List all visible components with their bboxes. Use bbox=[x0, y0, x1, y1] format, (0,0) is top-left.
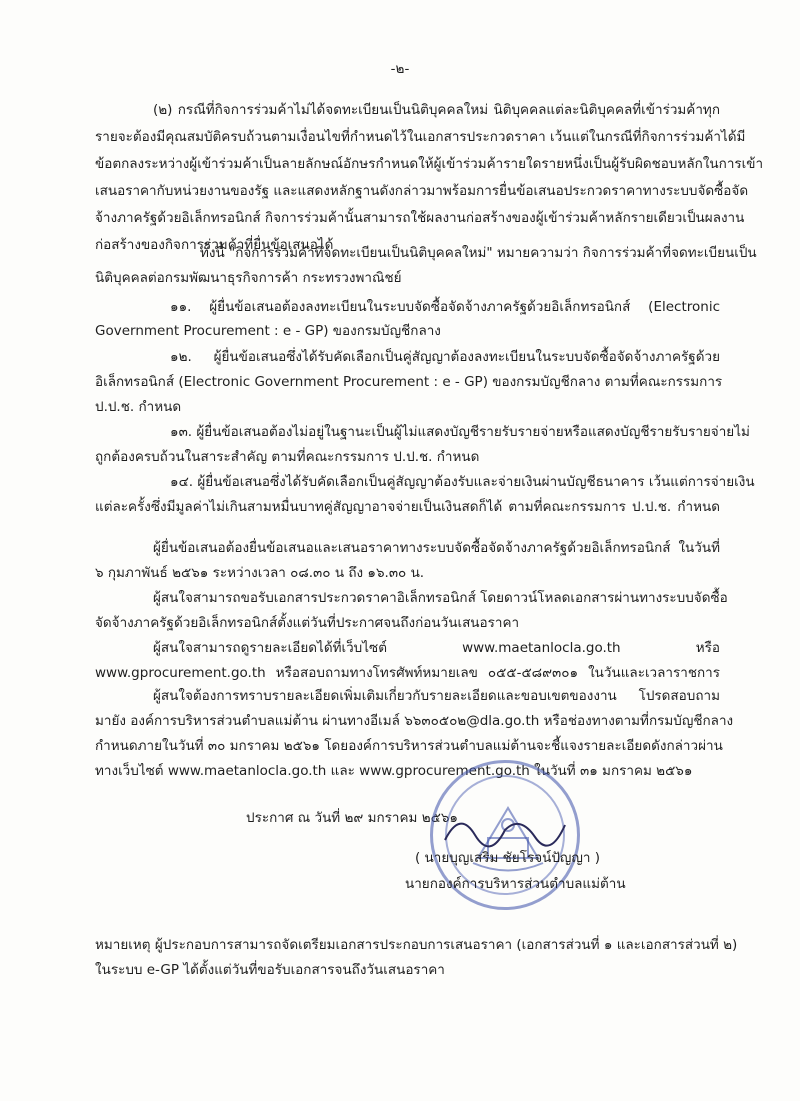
body-line: ข้อตกลงระหว่างผู้เข้าร่วมค้าเป็นลายลักษณ์อักษรกำหนดให้ผู้เข้าร่วมค้ารายใดรายหนึ่งเป็นผู้รับผิดชอบหลักในการเข้า bbox=[95, 156, 764, 172]
body-line: ป.ป.ช. กำหนด bbox=[95, 399, 182, 415]
body-line: กำหนดภายในวันที่ ๓๐ มกราคม ๒๕๖๑ โดยองค์การบริหารส่วนตำบลแม่ต้านจะชี้แจงรายละเอียดดังกล่าวผ่าน bbox=[95, 738, 723, 754]
announce-date: ประกาศ ณ วันที่ ๒๙ มกราคม ๒๕๖๑ bbox=[246, 810, 458, 826]
body-line: แต่ละครั้งซึ่งมีมูลค่าไม่เกินสามหมื่นบาทคู่สัญญาอาจจ่ายเป็นเงินสดก็ได้ ตามที่คณะกรรมการ ป.ป.ช. กำหนด bbox=[95, 499, 720, 515]
clause-13: ๑๓. ผู้ยื่นข้อเสนอต้องไม่อยู่ในฐานะเป็นผู้ไม่แสดงบัญชีรายรับรายจ่ายหรือแสดงบัญชีรายรับรายจ่ายไม่ bbox=[170, 424, 750, 440]
clause-14: ๑๔. ผู้ยื่นข้อเสนอซึ่งได้รับคัดเลือกเป็นคู่สัญญาต้องรับและจ่ายเงินผ่านบัญชีธนาคาร เว้นแต่การจ่ายเงิน bbox=[170, 474, 755, 490]
body-line: Government Procurement : e - GP) ของกรมบัญชีกลาง bbox=[95, 323, 441, 339]
email-line: มายัง องค์การบริหารส่วนตำบลแม่ต้าน ผ่านทางอีเมล์ ๖๖๓๐๕๐๒@dla.go.th หรือช่องทางตามที่กรมบัญชีกลาง bbox=[95, 713, 734, 729]
body-line: ก่อสร้างของกิจการร่วมค้าที่ยื่นข้อเสนอได้ bbox=[95, 237, 334, 253]
note-line: ในระบบ e-GP ได้ตั้งแต่วันที่ขอรับเอกสารจนถึงวันเสนอราคา bbox=[95, 962, 445, 978]
phone-line: www.gprocurement.go.th หรือสอบถามทางโทรศัพท์หมายเลข ๐๕๕-๕๘๙๓๐๑ ในวันและเวลาราชการ bbox=[95, 665, 720, 681]
clause-12: ๑๒. ผู้ยื่นข้อเสนอซึ่งได้รับคัดเลือกเป็นคู่สัญญาต้องลงทะเบียนในระบบจัดซื้อจัดจ้างภาครัฐด้วย bbox=[170, 349, 720, 365]
signer-position: นายกองค์การบริหารส่วนตำบลแม่ต้าน bbox=[405, 876, 626, 892]
body-line: รายจะต้องมีคุณสมบัติครบถ้วนตามเงื่อนไขที่กำหนดไว้ในเอกสารประกวดราคา เว้นแต่ในกรณีที่กิจการร่วมค้าได้มี bbox=[95, 129, 746, 145]
note-line: หมายเหตุ ผู้ประกอบการสามารถจัดเตรียมเอกสารประกอบการเสนอราคา (เอกสารส่วนที่ ๑ และเอกสารส่วนที่ ๒) bbox=[95, 937, 738, 953]
body-line: ผู้สนใจต้องการทราบรายละเอียดเพิ่มเติมเกี่ยวกับรายละเอียดและขอบเขตของงาน โปรดสอบถาม bbox=[153, 688, 720, 704]
body-line: ทั้งนี้ "กิจการร่วมค้าที่จดทะเบียนเป็นนิติบุคคลใหม่" หมายความว่า กิจการร่วมค้าที่จดทะเบียนเป็น bbox=[200, 245, 757, 261]
body-line: ผู้สนใจสามารถขอรับเอกสารประกวดราคาอิเล็กทรอนิกส์ โดยดาวน์โหลดเอกสารผ่านทางระบบจัดซื้อ bbox=[153, 590, 728, 606]
body-line: จัดจ้างภาครัฐด้วยอิเล็กทรอนิกส์ตั้งแต่วันที่ประกาศจนถึงก่อนวันเสนอราคา bbox=[95, 615, 520, 631]
page-number: -๒- bbox=[390, 61, 410, 77]
website-line: ผู้สนใจสามารถดูรายละเอียดได้ที่เว็บไซต์ www.maetanlocla.go.th หรือ bbox=[153, 640, 720, 656]
body-line: จ้างภาครัฐด้วยอิเล็กทรอนิกส์ กิจการร่วมค้านั้นสามารถใช้ผลงานก่อสร้างของผู้เข้าร่วมค้าหลักรายเดียวเป็นผลงาน bbox=[95, 210, 745, 226]
body-line: ถูกต้องครบถ้วนในสาระสำคัญ ตามที่คณะกรรมการ ป.ป.ช. กำหนด bbox=[95, 449, 480, 465]
body-line: เสนอราคากับหน่วยงานของรัฐ และแสดงหลักฐานดังกล่าวมาพร้อมการยื่นข้อเสนอประกวดราคาทางระบบจัดซื้อจัด bbox=[95, 183, 749, 199]
body-line: อิเล็กทรอนิกส์ (Electronic Government Procurement : e - GP) ของกรมบัญชีกลาง ตามที่คณะกรรมการ bbox=[95, 374, 723, 390]
body-line: ทางเว็บไซต์ www.maetanlocla.go.th และ www.gprocurement.go.th ในวันที่ ๓๑ มกราคม ๒๕๖๑ bbox=[95, 763, 693, 779]
submission-date: ๖ กุมภาพันธ์ ๒๕๖๑ ระหว่างเวลา ๐๘.๓๐ น ถึง ๑๖.๓๐ น. bbox=[95, 565, 425, 581]
signer-name: ( นายบุญเสริม ชัยโรจน์ปัญญา ) bbox=[415, 850, 601, 866]
clause-11: ๑๑. ผู้ยื่นข้อเสนอต้องลงทะเบียนในระบบจัดซื้อจัดจ้างภาครัฐด้วยอิเล็กทรอนิกส์ (Electronic bbox=[170, 299, 720, 315]
body-line: นิติบุคคลต่อกรมพัฒนาธุรกิจการค้า กระทรวงพาณิชย์ bbox=[95, 270, 402, 286]
submission-line: ผู้ยื่นข้อเสนอต้องยื่นข้อเสนอและเสนอราคาทางระบบจัดซื้อจัดจ้างภาครัฐด้วยอิเล็กทรอนิกส์ ในวันที่ bbox=[153, 540, 720, 556]
body-line: (๒) กรณีที่กิจการร่วมค้าไม่ได้จดทะเบียนเป็นนิติบุคคลใหม่ นิติบุคคลแต่ละนิติบุคคลที่เข้าร่วมค้าทุก bbox=[153, 102, 720, 118]
